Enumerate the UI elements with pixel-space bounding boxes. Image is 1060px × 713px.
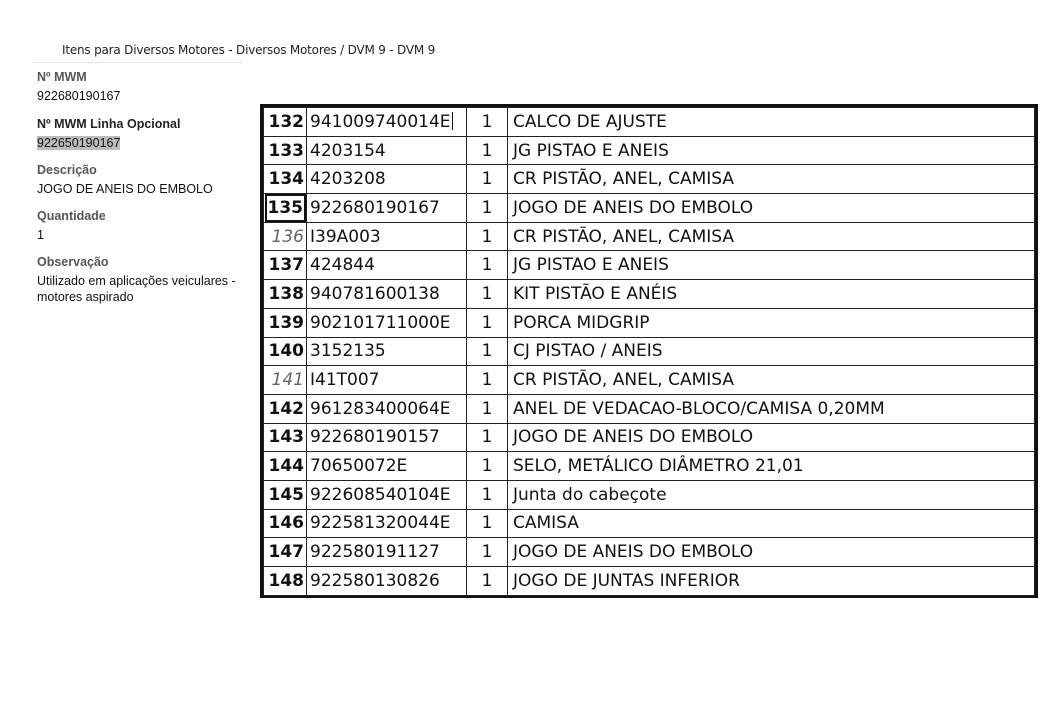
part-code-text: 922608540104E — [310, 484, 451, 505]
part-code — [307, 480, 467, 509]
part-quantity — [467, 165, 508, 194]
table-row — [264, 337, 1035, 366]
part-code — [307, 108, 467, 137]
table-row — [264, 108, 1035, 137]
part-quantity — [467, 108, 508, 137]
part-code-text: 922580191127 — [310, 542, 440, 563]
part-code — [307, 394, 467, 423]
observation-field — [33, 254, 245, 305]
table-row — [264, 194, 1035, 223]
part-description — [508, 423, 1035, 452]
part-quantity — [467, 194, 508, 223]
part-description-text: ANEL DE VEDACAO-BLOCO/CAMISA 0,20MM — [513, 398, 885, 419]
row-number — [264, 509, 307, 538]
row-number — [264, 480, 307, 509]
part-description-text: CR PISTÃO, ANEL, CAMISA — [513, 370, 735, 391]
part-code — [307, 165, 467, 194]
part-description-text: KIT PISTÃO E ANÉIS — [513, 283, 678, 304]
part-details-panel — [33, 62, 245, 305]
part-code — [307, 337, 467, 366]
part-description-text: JOGO DE ANEIS DO EMBOLO — [513, 197, 754, 218]
part-description — [508, 452, 1035, 481]
row-number-text: 140 — [268, 341, 304, 362]
row-number-text: 148 — [268, 570, 304, 591]
table-row — [264, 308, 1035, 337]
part-code-text: 3152135 — [310, 341, 386, 362]
table-row — [264, 136, 1035, 165]
optional-mwm-label: Nº MWM Linha Opcional — [37, 117, 181, 131]
row-number-text: 138 — [268, 283, 304, 304]
part-description — [508, 136, 1035, 165]
observation-label: Observação — [37, 255, 109, 269]
part-code-text: I41T007 — [310, 370, 380, 391]
breadcrumb: Itens para Diversos Motores - Diversos Motores / DVM 9 - DVM 9 — [62, 43, 436, 57]
part-quantity — [467, 509, 508, 538]
part-code — [307, 222, 467, 251]
table-row — [264, 280, 1035, 309]
part-quantity-text: 1 — [481, 226, 493, 247]
optional-mwm-value[interactable] — [37, 135, 245, 151]
row-number — [264, 567, 307, 596]
part-description-text: CJ PISTAO / ANEIS — [513, 341, 663, 362]
part-quantity — [467, 366, 508, 395]
table-row — [264, 251, 1035, 280]
row-number-text: 137 — [268, 255, 304, 276]
row-number-text: 139 — [268, 312, 304, 333]
part-description-text: JOGO DE ANEIS DO EMBOLO — [513, 427, 754, 448]
part-quantity-text: 1 — [481, 513, 493, 534]
row-number-text: 132 — [268, 111, 304, 132]
part-quantity — [467, 280, 508, 309]
part-description — [508, 222, 1035, 251]
part-quantity-text: 1 — [481, 542, 493, 563]
part-description-text: JG PISTAO E ANEIS — [513, 140, 669, 161]
part-description-text: CALCO DE AJUSTE — [513, 111, 667, 132]
row-number-text: 144 — [268, 456, 304, 477]
row-number-text: 146 — [268, 513, 304, 534]
part-description-text: CAMISA — [513, 513, 579, 534]
panel-divider — [33, 62, 243, 63]
part-code-text: 70650072E — [310, 456, 408, 477]
part-description — [508, 165, 1035, 194]
row-number — [264, 222, 307, 251]
part-code-text: 424844 — [310, 255, 375, 276]
part-code-text: 941009740014E — [310, 111, 451, 132]
row-number-text: 143 — [268, 427, 304, 448]
row-number — [264, 337, 307, 366]
part-description — [508, 280, 1035, 309]
part-quantity-text: 1 — [481, 570, 493, 591]
part-code — [307, 308, 467, 337]
description-value: JOGO DE ANEIS DO EMBOLO — [37, 182, 213, 196]
description-label: Descrição — [37, 163, 97, 177]
part-description — [508, 194, 1035, 223]
part-description-text: JOGO DE JUNTAS INFERIOR — [513, 570, 740, 591]
selected-text[interactable]: 922650190167 — [37, 136, 121, 150]
row-number-text: 136 — [271, 226, 304, 247]
part-code — [307, 280, 467, 309]
row-number-text: 133 — [268, 140, 304, 161]
optional-mwm-field — [33, 116, 245, 151]
part-description-text: SELO, METÁLICO DIÂMETRO 21,01 — [513, 456, 804, 477]
part-quantity-text: 1 — [481, 283, 493, 304]
part-description — [508, 366, 1035, 395]
part-quantity — [467, 251, 508, 280]
part-code-text: 4203208 — [310, 169, 386, 190]
part-code-text: 4203154 — [310, 140, 386, 161]
part-quantity-text: 1 — [481, 484, 493, 505]
parts-list-image — [260, 104, 1038, 598]
part-quantity-text: 1 — [481, 312, 493, 333]
part-code — [307, 136, 467, 165]
quantity-value: 1 — [37, 228, 44, 242]
part-quantity-text: 1 — [481, 169, 493, 190]
row-number — [264, 108, 307, 137]
part-code-text: 961283400064E — [310, 398, 451, 419]
row-number-text: 142 — [268, 398, 304, 419]
row-number — [264, 194, 307, 223]
mwm-number-value: 922680190167 — [37, 89, 121, 103]
part-description-text: JG PISTAO E ANEIS — [513, 255, 669, 276]
row-number — [264, 136, 307, 165]
row-number — [264, 165, 307, 194]
part-quantity — [467, 480, 508, 509]
text-cursor — [452, 112, 453, 130]
quantity-label: Quantidade — [37, 209, 106, 223]
part-code-text: I39A003 — [310, 226, 381, 247]
part-code-text: 940781600138 — [310, 283, 440, 304]
part-quantity — [467, 337, 508, 366]
part-description — [508, 480, 1035, 509]
part-code-text: 902101711000E — [310, 312, 451, 333]
row-number — [264, 423, 307, 452]
part-quantity-text: 1 — [481, 427, 493, 448]
part-code — [307, 567, 467, 596]
part-code-text: 922680190167 — [310, 197, 440, 218]
row-number — [264, 251, 307, 280]
table-row — [264, 222, 1035, 251]
part-code-text: 922580130826 — [310, 570, 440, 591]
observation-value: Utilizado em aplicações veiculares - motores aspirado — [37, 274, 236, 304]
parts-table — [263, 107, 1035, 596]
row-number — [264, 366, 307, 395]
part-quantity — [467, 538, 508, 567]
table-row — [264, 165, 1035, 194]
part-code — [307, 452, 467, 481]
part-code — [307, 194, 467, 223]
part-quantity-text: 1 — [481, 370, 493, 391]
part-quantity — [467, 452, 508, 481]
row-number-text: 145 — [268, 484, 304, 505]
part-description — [508, 509, 1035, 538]
table-row — [264, 366, 1035, 395]
part-description-text: CR PISTÃO, ANEL, CAMISA — [513, 169, 735, 190]
row-number — [264, 538, 307, 567]
part-quantity-text: 1 — [481, 456, 493, 477]
part-quantity-text: 1 — [481, 197, 493, 218]
description-field — [33, 162, 245, 197]
table-row — [264, 423, 1035, 452]
row-number — [264, 308, 307, 337]
table-row — [264, 394, 1035, 423]
row-number-text: 135 — [267, 197, 303, 218]
part-description — [508, 108, 1035, 137]
part-description-text: PORCA MIDGRIP — [513, 312, 650, 333]
table-row — [264, 567, 1035, 596]
row-number — [264, 280, 307, 309]
part-quantity — [467, 423, 508, 452]
part-code — [307, 538, 467, 567]
row-number-text: 147 — [268, 542, 304, 563]
mwm-number-field — [33, 69, 245, 104]
quantity-field — [33, 208, 245, 243]
part-code — [307, 366, 467, 395]
part-description — [508, 308, 1035, 337]
mwm-number-label: Nº MWM — [37, 70, 87, 84]
part-code — [307, 251, 467, 280]
part-description — [508, 394, 1035, 423]
part-quantity-text: 1 — [481, 255, 493, 276]
part-quantity-text: 1 — [481, 398, 493, 419]
part-quantity — [467, 394, 508, 423]
row-number — [264, 452, 307, 481]
part-description-text: CR PISTÃO, ANEL, CAMISA — [513, 226, 735, 247]
part-quantity — [467, 222, 508, 251]
table-row — [264, 480, 1035, 509]
part-code — [307, 509, 467, 538]
row-number-text: 134 — [268, 169, 304, 190]
part-description-text: JOGO DE ANEIS DO EMBOLO — [513, 542, 754, 563]
table-row — [264, 509, 1035, 538]
row-number — [264, 394, 307, 423]
part-code — [307, 423, 467, 452]
part-quantity-text: 1 — [481, 341, 493, 362]
table-row — [264, 538, 1035, 567]
part-quantity — [467, 136, 508, 165]
part-quantity-text: 1 — [481, 111, 493, 132]
part-quantity — [467, 308, 508, 337]
part-code-text: 922581320044E — [310, 513, 451, 534]
part-quantity — [467, 567, 508, 596]
part-description — [508, 567, 1035, 596]
row-number-text: 141 — [271, 370, 304, 391]
part-description-text: Junta do cabeçote — [513, 484, 667, 505]
part-quantity-text: 1 — [481, 140, 493, 161]
table-row — [264, 452, 1035, 481]
part-description — [508, 251, 1035, 280]
part-description — [508, 337, 1035, 366]
part-code-text: 922680190157 — [310, 427, 440, 448]
part-description — [508, 538, 1035, 567]
